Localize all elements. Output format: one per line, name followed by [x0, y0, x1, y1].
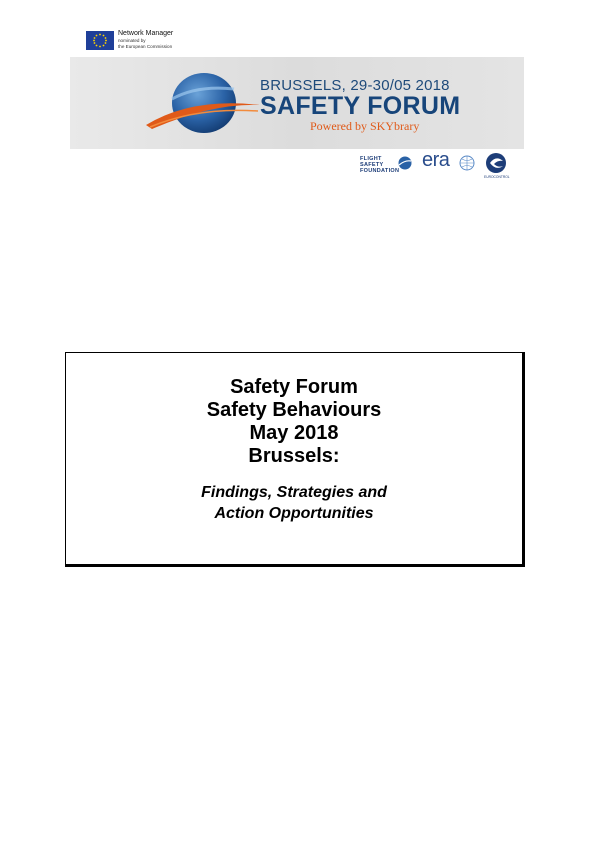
fsf-line3: FOUNDATION: [360, 168, 400, 175]
fsf-globe-icon: [398, 156, 412, 175]
network-manager-line2: the European Commission: [118, 43, 173, 49]
network-manager-line1: nominated by: [118, 38, 146, 43]
title-box: [65, 352, 525, 567]
eurocontrol-logo: [484, 152, 518, 182]
eu-flag-icon: [86, 31, 114, 50]
forum-globe-icon: [142, 67, 262, 144]
era-wordmark: era: [422, 149, 450, 171]
network-manager-title: Network Manager: [118, 30, 174, 37]
banner-city-date: BRUSSELS, 29-30/05 2018: [260, 77, 450, 94]
subtitle-line-1: Findings, Strategies and: [201, 484, 387, 501]
fsf-line2: SAFETY: [360, 162, 384, 169]
era-logo: [422, 149, 482, 180]
subtitle-line-2: Action Opportunities: [214, 505, 374, 522]
partner-logos: [360, 149, 530, 182]
banner-tagline: Powered by SKYbrary: [310, 119, 420, 133]
title-line-2: Safety Behaviours: [206, 399, 382, 421]
document-subtitle: [66, 482, 522, 524]
title-line-3: May 2018: [249, 422, 339, 444]
network-manager-logo: [86, 30, 226, 52]
fsf-line1: FLIGHT: [360, 156, 382, 162]
era-globe-icon: [459, 155, 475, 176]
document-title: [66, 376, 522, 468]
title-line-4: Brussels:: [248, 445, 340, 467]
banner-title: SAFETY FORUM: [260, 92, 461, 120]
eurocontrol-label: EUROCONTROL: [484, 175, 510, 179]
safety-forum-banner: [70, 57, 524, 149]
flight-safety-foundation-logo: [360, 154, 416, 180]
title-line-1: Safety Forum: [230, 376, 358, 398]
